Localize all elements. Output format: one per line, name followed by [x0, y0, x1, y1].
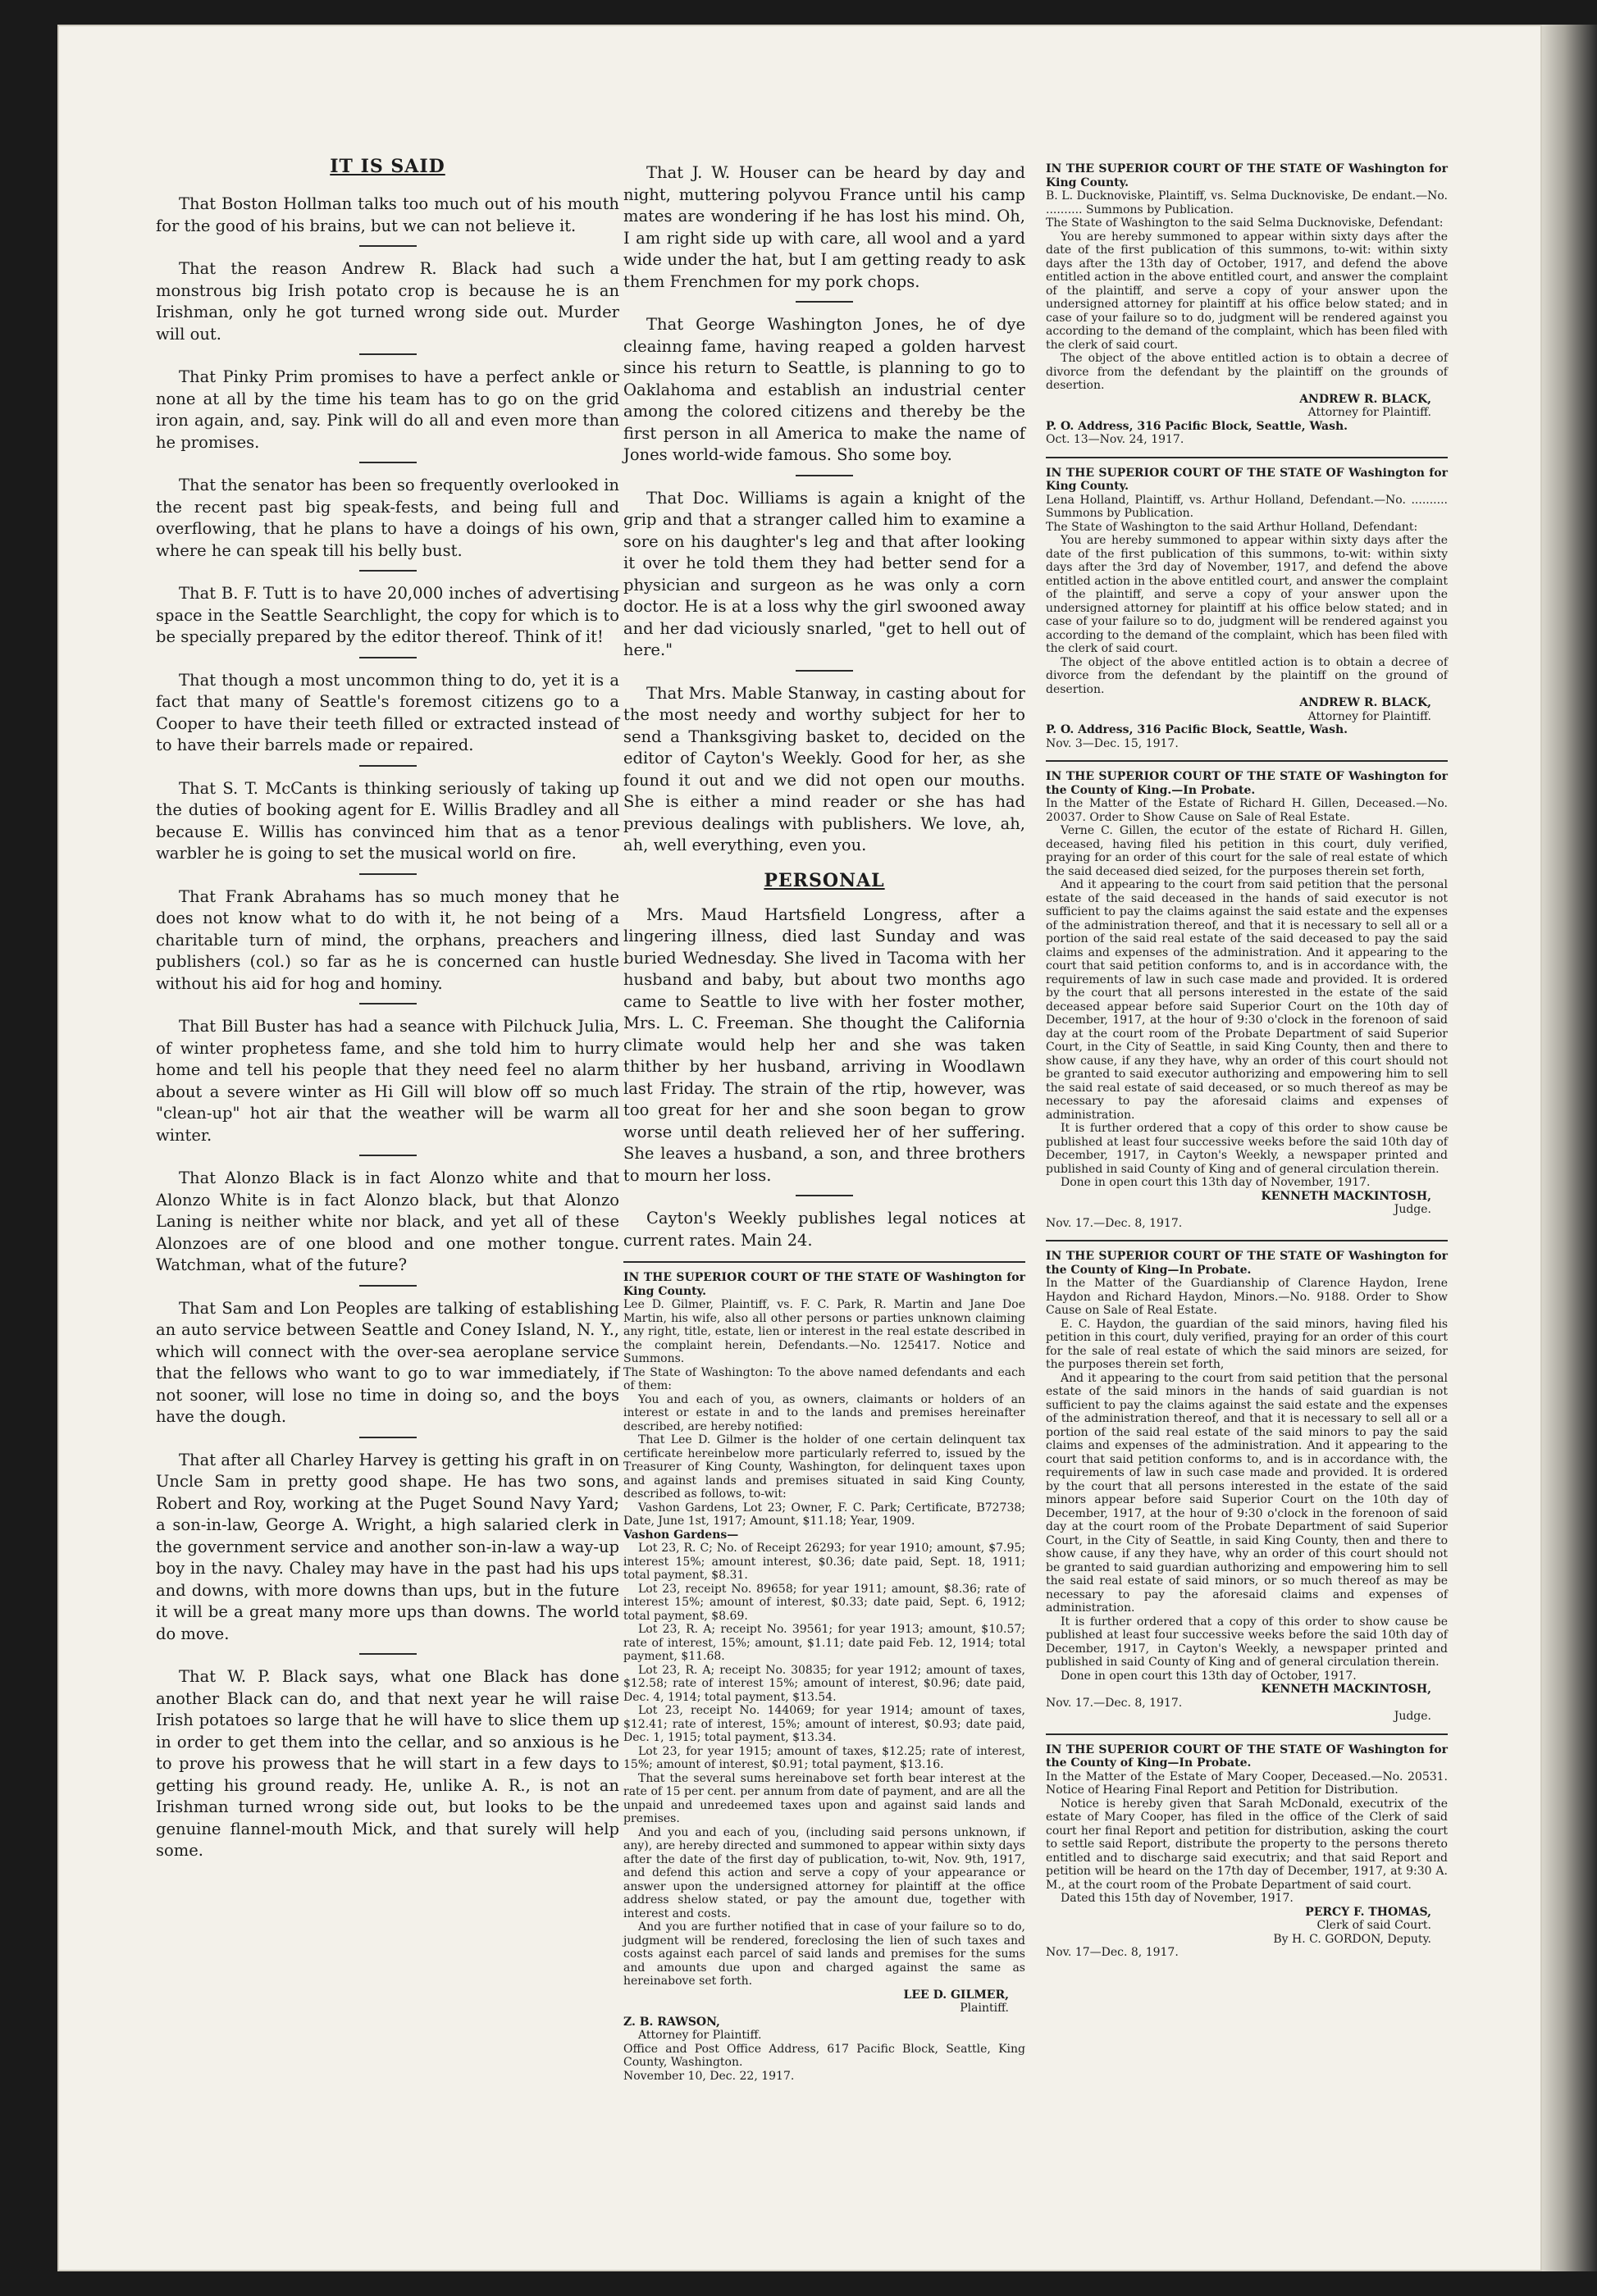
divider — [359, 1285, 417, 1287]
notice-lot: Lot 23, R. A; receipt No. 30835; for year 1912; amount of taxes, $12.58; rate of interest 15%; amount of interest, $0.96; date paid, Dec. 4, 1914; total payment, $13.54. — [623, 1663, 1025, 1704]
notice-caption: In the Matter of the Estate of Richard H. Gillen, Deceased.—No. 20037. Order to Show Cause on Sale of Real Estate. — [1046, 797, 1448, 824]
legal-notice-haydon — [1046, 1250, 1448, 1724]
notice-dates: Oct. 13—Nov. 24, 1917. — [1046, 433, 1184, 446]
notice-text: The object of the above entitled action is to obtain a decree of divorce from the defendant by the plaintiff on the grounds of desertion. — [1046, 352, 1448, 392]
legal-notice-ducknoviske — [1046, 162, 1448, 447]
notice-text: Verne C. Gillen, the ecutor of the estate of Richard H. Gillen, deceased, having filed his petition in this court, duly verified, praying for an order of this court for the sale of real estate of which the said deceased died seized, for the purposes therein set forth, — [1046, 824, 1448, 878]
divider — [359, 657, 417, 658]
notice-text: You are hereby summoned to appear within sixty days after the date of the first publication of this summons, to-wit: within sixty days after the 13th day of October, 1917, and defend the above entitled action in the above entitled court, and answer the complaint of the plaintiff, and serve a copy of your answer upon the undersigned attorney for plaintiff at his office below stated; and in case of your failure so to do, judgment will be rendered against you according to the demand of the complaint, which has been filed with the clerk of said court. — [1046, 230, 1448, 352]
heading-personal: PERSONAL — [764, 869, 885, 891]
column-it-is-said — [156, 139, 619, 1862]
notice-court: IN THE SUPERIOR COURT OF THE STATE OF Washington for the County of King—In Probate. — [1046, 1742, 1448, 1770]
notice-dates: Nov. 3—Dec. 15, 1917. — [1046, 736, 1179, 750]
item: That Doc. Williams is again a knight of the grip and that a stranger called him to examine a sore on his daughter's leg and that after looking it over he told them they had better send for a physician and surgeon as he was only a corn doctor. He is at a loss why the girl swooned away and her dad viciously snarled, "get to hell out of here." — [623, 488, 1025, 659]
notice-subhead: Vashon Gardens— — [623, 1528, 739, 1542]
item: That though a most uncommon thing to do, yet it is a fact that many of Seattle's foremost citizens go to a Cooper to have their teeth filled or extracted instead of to have their barrels made or repaired. — [156, 670, 619, 754]
notice-caption: Lena Holland, Plaintiff, vs. Arthur Holland, Defendant.—No. .......... Summons by Publication. — [1046, 493, 1448, 520]
legal-notice-holland — [1046, 467, 1448, 751]
notice-lot: Lot 23, receipt No. 89658; for year 1911; amount, $8.36; rate of interest 15%; amount of interest, $0.33; date paid, Sept. 6, 1912; total payment, $8.69. — [623, 1582, 1025, 1623]
notice-text: And it appearing to the court from said petition that the personal estate of the said minors in the hands of said guardian is not sufficient to pay the claims against the said estate and the expenses of the administration thereof, and that it is necessary to sell all or a portion of the said real estate of the said minors to pay the said claims and expenses of the administration. And it appearing to the court that said petition conforms to, and is in accordance with, the requirements of law in such case made and provided. It is ordered by the court that all persons interested in the estate of the said minors appear before said Superior Court on the 10th day of December, 1917, at the hour of 9:30 o'clock in the forenoon of said day at the court room of the Probate Department of said Superior Court, in the City of Seattle, in said King County, then and there to show cause, if any they have, why an order of this court should not be granted to said guardian authorizing and empowering him to sell the said real estate of said minors, or so much thereof as may be necessary to pay the aforesaid claims and expenses of administration. — [1046, 1371, 1448, 1615]
notice-caption: Lee D. Gilmer, Plaintiff, vs. F. C. Park, R. Martin and Jane Doe Martin, his wife, also all other persons or parties unknown claiming any right, title, estate, lien or interest in the real estate described in the complaint herein, Defendants.—No. 125417. Notice and Summons. — [623, 1298, 1025, 1365]
legal-notice-gillen — [1046, 770, 1448, 1230]
notice-text: E. C. Haydon, the guardian of the said minors, having filed his petition in this court, duly verified, praying for an order of this court for the sale of real estate of which the said minors are seized, for the purposes therein set forth, — [1046, 1317, 1448, 1371]
divider — [623, 1261, 1025, 1263]
item: That J. W. Houser can be heard by day and night, muttering polyvou France until his camp mates are wondering if he has lost his mind. Oh, I am right side up with care, all wool and a yard wide under the hat, but I am getting ready to ask them Frenchmen for my pork chops. — [623, 163, 1025, 291]
notice-lot: Lot 23, R. A; receipt No. 39561; for year 1913; amount, $10.57; rate of interest, 15%; amount, $1.11; date paid Feb. 12, 1914; total payment, $11.68. — [623, 1623, 1025, 1663]
notice-text: You and each of you, as owners, claimants or holders of an interest or estate in and to the lands and premises hereinafter described, are hereby notified: — [623, 1392, 1025, 1433]
notice-signature-role: Plaintiff. — [960, 2002, 1009, 2015]
divider — [359, 1437, 417, 1438]
notice-caption: In the Matter of the Guardianship of Clarence Haydon, Irene Haydon and Richard Haydon, Minors.—No. 9188. Order to Show Cause on Sale of Real Estate. — [1046, 1277, 1448, 1317]
notice-dated: Dated this 15th day of November, 1917. — [1061, 1892, 1294, 1905]
item: That Bill Buster has had a seance with Pilchuck Julia, of winter prophetess fame, and she told him to hurry home and tell his people that they need feel no alarm about a severe winter as Hi Gill will blow off so much "clean-up" hot air that the weather will be warm all winter. — [156, 1017, 619, 1145]
divider — [359, 1653, 417, 1655]
notice-text: And you and each of you, (including said persons unknown, if any), are hereby directed and summoned to appear within sixty days after the date of the first day of publication, to-wit, Nov. 9th, 1917, and defend this action and serve a copy of your appearance or answer upon the undersigned attorney for plaintiff at the office address shelow stated, or pay the amount due, together with interest and costs. — [623, 1825, 1025, 1920]
notice-text: That Lee D. Gilmer is the holder of one certain delinquent tax certificate hereinbelow more particularly referred to, issued by the Treasurer of King County, Washington, for delinquent taxes upon and against lands and premises situated in said King County, described as follows, to-wit: — [623, 1433, 1025, 1501]
item: That W. P. Black says, what one Black has done another Black can do, and that next year he will raise Irish potatoes so large that he will have to slice them up in order to get them into the cellar, and so anxious is he to prove his prowess that he will start in a few days to getting his ground ready. He, unlike A. R., is not an Irishman turned wrong side out, but looks to be the genuine flannel-mouth Mick, and that surely will help some. — [156, 1667, 619, 1860]
divider — [1046, 760, 1448, 762]
notice-lot: Lot 23, receipt No. 144069; for year 1914; amount of taxes, $12.41; rate of interest, 15%; amount of interest, $0.93; date paid, Dec. 1, 1915; total payment, $13.34. — [623, 1704, 1025, 1744]
notice-text: Notice is hereby given that Sarah McDonald, executrix of the estate of Mary Cooper, has filed in the office of the Clerk of said court her final Report and petition for distribution, asking the court to settle said Report, distribute the property to the persons thereto entitled and to discharge said executrix; and that said Report and petition will be heard on the 17th day of December, 1917, at 9:30 A. M., at the court room of the Probate Department of said court. — [1046, 1797, 1448, 1892]
notice-court: IN THE SUPERIOR COURT OF THE STATE OF Washington for the County of King.—In Probate. — [1046, 770, 1448, 797]
notice-text: It is further ordered that a copy of this order to show cause be published at least four successive weeks before the said 10th day of December, 1917, in Cayton's Weekly, a newspaper printed and published in said County of King and of general circulation therein. — [1046, 1122, 1448, 1176]
item: That Sam and Lon Peoples are talking of establishing an auto service between Seattle and Coney Island, N. Y., which will connect with the over-sea aeroplane service that the fellows who want to go to war immediately, if not sooner, will lose no time in doing so, and the boys have the dough. — [156, 1298, 619, 1426]
notice-clerk: PERCY F. THOMAS, — [1305, 1905, 1431, 1919]
notice-caption: In the Matter of the Estate of Mary Cooper, Deceased.—No. 20531. Notice of Hearing Final Report and Petition for Distribution. — [1046, 1770, 1448, 1797]
divider — [1046, 1240, 1448, 1241]
notice-judge: KENNETH MACKINTOSH, — [1261, 1683, 1431, 1696]
item: That Boston Hollman talks too much out of his mouth for the good of his brains, but we can not believe it. — [156, 194, 619, 235]
notice-dates: November 10, Dec. 22, 1917. — [623, 2069, 795, 2083]
item: That Mrs. Mable Stanway, in casting about for the most needy and worthy subject for her to send a Thanksgiving basket to, decided on the editor of Cayton's Weekly. Good for her, as she found it out and we did not open our mouths. She is either a mind reader or she has had previous dealings with publishers. We love, ah, ah, well everything, even you. — [623, 683, 1025, 854]
personal-item: Cayton's Weekly publishes legal notices at current rates. Main 24. — [623, 1209, 1025, 1250]
heading-it-is-said: IT IS SAID — [330, 156, 445, 177]
notice-court: IN THE SUPERIOR COURT OF THE STATE OF Washington for King County. — [1046, 466, 1448, 493]
notice-address: P. O. Address, 316 Pacific Block, Seattle, Wash. — [1046, 723, 1348, 736]
notice-dates: Nov. 17.—Dec. 8, 1917. — [1046, 1216, 1183, 1230]
divider — [796, 475, 853, 476]
item: That after all Charley Harvey is getting his graft in on Uncle Sam in pretty good shape. He has two sons, Robert and Roy, working at the Puget Sound Navy Yard; a son-in-law, George A. Wright, a high salaried clerk in the government service and another son-in-law a way-up boy in the navy. Chaley may have in the past had his ups and downs, with more downs than ups, but in the future it will be a great many more ups than downs. The world do move. — [156, 1450, 619, 1643]
divider — [796, 1195, 853, 1196]
notice-deputy: By H. C. GORDON, Deputy. — [1273, 1932, 1431, 1946]
divider — [359, 1003, 417, 1004]
divider — [359, 765, 417, 767]
notice-done: Done in open court this 13th day of October, 1917. — [1061, 1669, 1357, 1683]
notice-done: Done in open court this 13th day of November, 1917. — [1061, 1176, 1371, 1189]
notice-attorney: Z. B. RAWSON, — [623, 2015, 720, 2029]
notice-text: It is further ordered that a copy of this order to show cause be published at least four successive weeks before the said 10th day of December, 1917, in Cayton's Weekly, a newspaper printed and published in said County of King and of general circulation therein. — [1046, 1615, 1448, 1669]
divider — [359, 353, 417, 355]
notice-attorney-role: Attorney for Plaintiff. — [638, 2029, 762, 2042]
notice-signature: ANDREW R. BLACK, — [1299, 392, 1431, 406]
notice-state: The State of Washington to the said Selma Ducknoviske, Defendant: — [1046, 216, 1444, 230]
item: That Pinky Prim promises to have a perfect ankle or none at all by the time his team has to go on the grid iron again, and, say. Pink will do all and even more than he promises. — [156, 367, 619, 452]
notice-text: Vashon Gardens, Lot 23; Owner, F. C. Park; Certificate, B72738; Date, June 1st, 1917; Amount, $11.18; Year, 1909. — [623, 1501, 1025, 1528]
item: That B. F. Tutt is to have 20,000 inches of advertising space in the Seattle Searchlight, the copy for which is to be specially prepared by the editor thereof. Think of it! — [156, 584, 619, 646]
notice-clerk-role: Clerk of said Court. — [1316, 1919, 1431, 1932]
item: That George Washington Jones, he of dye cleainng fame, having reaped a golden harvest since his return to Seattle, is planning to go to Oaklahoma and establish an industrial center among the colored citizens and thereby be the first person in all America to make the name of Jones world-wide famous. Sho some boy. — [623, 315, 1025, 464]
divider — [359, 1155, 417, 1156]
page-edge — [1542, 25, 1597, 2271]
item: That Alonzo Black is in fact Alonzo white and that Alonzo White is in fact Alonzo black, but that Alonzo Laning is neither white nor black, and yet all of these Alonzoes are of one blood and one mother tongue. Watchman, what of the future? — [156, 1168, 619, 1274]
notice-signature-role: Attorney for Plaintiff. — [1307, 406, 1431, 419]
item: That Frank Abrahams has so much money that he does not know what to do with it, he not being of a charitable turn of mind, the orphans, preachers and publishers (col.) so far as he is concerned can hustle without his aid for hog and hominy. — [156, 886, 619, 993]
notice-address: P. O. Address, 316 Pacific Block, Seattle, Wash. — [1046, 419, 1348, 433]
notice-text: The object of the above entitled action is to obtain a decree of divorce from the defendant by the plaintiff on the ground of desertion. — [1046, 655, 1448, 696]
notice-state: The State of Washington: To the above named defendants and each of them: — [623, 1365, 1025, 1392]
item: That S. T. McCants is thinking seriously of taking up the duties of booking agent for E. Willis Bradley and all because E. Willis has convinced him that as a tenor warbler he is going to set the musical world on fire. — [156, 778, 619, 863]
legal-notice-gilmer — [623, 1271, 1025, 2083]
notice-state: The State of Washington to the said Arthur Holland, Defendant: — [1046, 520, 1418, 534]
notice-judge-role: Judge. — [1394, 1710, 1431, 1723]
divider — [796, 670, 853, 672]
item: That the senator has been so frequently overlooked in the recent past big speak-fests, and being full and overflowing, that he plans to have a doings of his own, where he can speak till his belly bust. — [156, 476, 619, 560]
notice-text: You are hereby summoned to appear within sixty days after the date of the first publication of this summons, to-wit: within sixty days after the 3rd day of November, 1917, and defend the above entitled action in the above entitled court, and answer the complaint of the plaintiff, and serve a copy of your answer upon the undersigned attorney for plaintiff at his office below stated; and in case of your failure so to do, judgment will be rendered against you according to the demand of the complaint, which has been filed with the clerk of said court. — [1046, 534, 1448, 655]
column-middle — [623, 139, 1025, 2083]
divider — [1046, 1733, 1448, 1735]
notice-signature-role: Attorney for Plaintiff. — [1307, 709, 1431, 723]
notice-court: IN THE SUPERIOR COURT OF THE STATE OF Washington for the County of King—In Probate. — [1046, 1250, 1448, 1277]
notice-judge: KENNETH MACKINTOSH, — [1261, 1189, 1431, 1203]
divider — [359, 873, 417, 875]
notice-text: And you are further notified that in case of your failure so to do, judgment will be rendered, foreclosing the lien of such taxes and costs against each parcel of said lands and premises for the sums and amounts due upon and charged against the same as hereinabove set forth. — [623, 1920, 1025, 1988]
divider — [359, 245, 417, 247]
notice-text: And it appearing to the court from said petition that the personal estate of the said deceased in the hands of said executor is not sufficient to pay the claims against the said estate and the expenses of the administration thereof, and that it is necessary to sell all or a portion of the said real estate of the said deceased to pay the said claims and expenses of the administration. And it appearing to the court that said petition conforms to, and is in accordance with, the requirements of law in such case made and provided. It is ordered by the court that all persons interested in the estate of the said deceased appear before said Superior Court on the 10th day of December, 1917, at the hour of 9:30 o'clock in the forenoon of said day at the court room of the Probate Department of said Superior Court, in the City of Seattle, in said King County, then and there to show cause, if any they have, why an order of this court should not be granted to said executor authorizing and empowering him to sell the said real estate of said deceased, or so much thereof as may be necessary to pay the aforesaid claims and expenses of administration. — [1046, 878, 1448, 1122]
notice-dates: Nov. 17.—Dec. 8, 1917. — [1046, 1696, 1183, 1710]
notice-caption: B. L. Ducknoviske, Plaintiff, vs. Selma Ducknoviske, De endant.—No. .......... Summons by Publication. — [1046, 189, 1448, 216]
item: That the reason Andrew R. Black had such a monstrous big Irish potato crop is because he is an Irishman, only he got turned wrong side out. Murder will out. — [156, 259, 619, 344]
notice-lot: Lot 23, R. C; No. of Receipt 26293; for year 1910; amount, $7.95; interest 15%; amount interest, $0.36; date paid, Sept. 18, 1911; total payment, $8.31. — [623, 1542, 1025, 1582]
notice-signature: ANDREW R. BLACK, — [1299, 696, 1431, 709]
notice-judge-role: Judge. — [1394, 1203, 1431, 1216]
personal-item: Mrs. Maud Hartsfield Longress, after a lingering illness, died last Sunday and was buried Wednesday. She lived in Tacoma with her husband and baby, but about two months ago came to Seattle to live with her foster mother, Mrs. L. C. Freeman. She thought the California climate would help her and she was taken thither by her husband, arriving in Woodlawn last Friday. The strain of the rtip, however, was too great for her and she soon began to grow worse until death relieved her of her suffering. She leaves a husband, a son, and three brothers to mourn her loss. — [623, 904, 1025, 1185]
divider — [359, 462, 417, 463]
notice-signature: LEE D. GILMER, — [903, 1988, 1009, 2002]
notice-text: That the several sums hereinabove set forth bear interest at the rate of 15 per cent. per annum from date of payment, and are all the unpaid and unredeemed taxes upon and against said lands and premises. — [623, 1771, 1025, 1825]
notice-court: IN THE SUPERIOR COURT OF THE STATE OF Washington for King County. — [623, 1271, 1025, 1298]
column-legal-notices — [1046, 139, 1448, 1960]
divider — [359, 570, 417, 572]
divider — [1046, 457, 1448, 458]
notice-dates: Nov. 17—Dec. 8, 1917. — [1046, 1946, 1179, 1959]
notice-attorney-address: Office and Post Office Address, 617 Pacific Block, Seattle, King County, Washington. — [623, 2042, 1025, 2069]
legal-notice-cooper — [1046, 1743, 1448, 1960]
notice-court: IN THE SUPERIOR COURT OF THE STATE OF Washington for King County. — [1046, 162, 1448, 189]
notice-lot: Lot 23, for year 1915; amount of taxes, $12.25; rate of interest, 15%; amount of interest, $0.91; total payment, $13.16. — [623, 1744, 1025, 1771]
divider — [796, 301, 853, 303]
